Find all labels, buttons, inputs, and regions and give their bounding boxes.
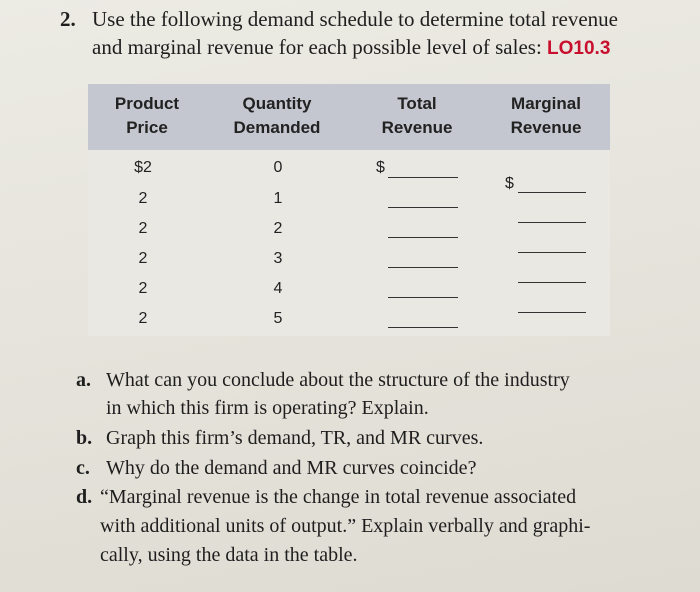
header-marginal-revenue xyxy=(490,92,602,140)
question-text-line-1: Use the following demand schedule to determine total revenue xyxy=(92,7,618,31)
marginal-revenue-dollar-sign: $ xyxy=(505,175,514,192)
header-quantity-line2: Demanded xyxy=(233,118,321,137)
learning-objective-tag: LO10.3 xyxy=(547,38,611,59)
part-d-line-2: with additional units of output.” Explain verbally and graphi- xyxy=(100,515,591,537)
quantity-cell: 0 xyxy=(273,159,283,176)
price-cell: 2 xyxy=(138,190,148,207)
header-product-price-line2: Price xyxy=(126,118,168,137)
header-marginal-revenue-line2: Revenue xyxy=(510,118,582,137)
part-a-line-2: in which this firm is operating? Explain. xyxy=(106,397,429,419)
marginal-revenue-blank[interactable] xyxy=(518,282,586,283)
question-number: 2. xyxy=(60,7,76,31)
marginal-revenue-blank[interactable] xyxy=(518,252,586,253)
part-d-line-3: cally, using the data in the table. xyxy=(100,544,358,566)
header-product-price-line1: Product xyxy=(114,94,180,113)
table-body xyxy=(88,150,610,336)
marginal-revenue-blank[interactable] xyxy=(518,222,586,223)
total-revenue-blank[interactable] xyxy=(388,237,458,238)
part-d-line-1: “Marginal revenue is the change in total revenue associated xyxy=(100,486,577,508)
part-c-letter: c. xyxy=(76,457,90,479)
question-text-line-2 xyxy=(92,34,610,62)
header-total-revenue-line1: Total xyxy=(397,94,437,113)
quantity-cell: 1 xyxy=(273,190,283,207)
header-quantity-demanded xyxy=(212,92,342,140)
total-revenue-dollar-sign: $ xyxy=(376,159,385,176)
total-revenue-blank[interactable] xyxy=(388,327,458,328)
total-revenue-blank[interactable] xyxy=(388,297,458,298)
marginal-revenue-blank[interactable] xyxy=(518,312,586,313)
price-cell: 2 xyxy=(138,220,148,237)
quantity-cell: 3 xyxy=(273,250,283,267)
table-header-row xyxy=(88,84,610,150)
marginal-revenue-blank[interactable] xyxy=(518,192,586,193)
header-quantity-line1: Quantity xyxy=(242,94,312,113)
total-revenue-blank[interactable] xyxy=(388,177,458,178)
header-total-revenue xyxy=(364,92,470,140)
part-b-line-1: Graph this firm’s demand, TR, and MR curves. xyxy=(106,427,484,449)
part-a-line-1: What can you conclude about the structure of the industry xyxy=(106,369,570,391)
header-marginal-revenue-line1: Marginal xyxy=(511,94,581,113)
quantity-cell: 4 xyxy=(273,280,283,297)
part-a-letter: a. xyxy=(76,369,91,391)
total-revenue-blank[interactable] xyxy=(388,207,458,208)
price-cell: 2 xyxy=(138,310,148,327)
part-d-letter: d. xyxy=(76,486,93,508)
header-total-revenue-line2: Revenue xyxy=(381,118,453,137)
demand-schedule-table xyxy=(88,84,612,336)
part-c-line-1: Why do the demand and MR curves coincide? xyxy=(106,457,477,479)
quantity-cell: 5 xyxy=(273,310,283,327)
price-cell: 2 xyxy=(138,280,148,297)
quantity-cell: 2 xyxy=(273,220,283,237)
part-b-letter: b. xyxy=(76,427,93,449)
price-cell: $2 xyxy=(134,159,152,176)
header-product-price xyxy=(88,92,206,140)
price-cell: 2 xyxy=(138,250,148,267)
total-revenue-blank[interactable] xyxy=(388,267,458,268)
question-text-line-2-body: and marginal revenue for each possible level of sales: xyxy=(92,35,542,59)
